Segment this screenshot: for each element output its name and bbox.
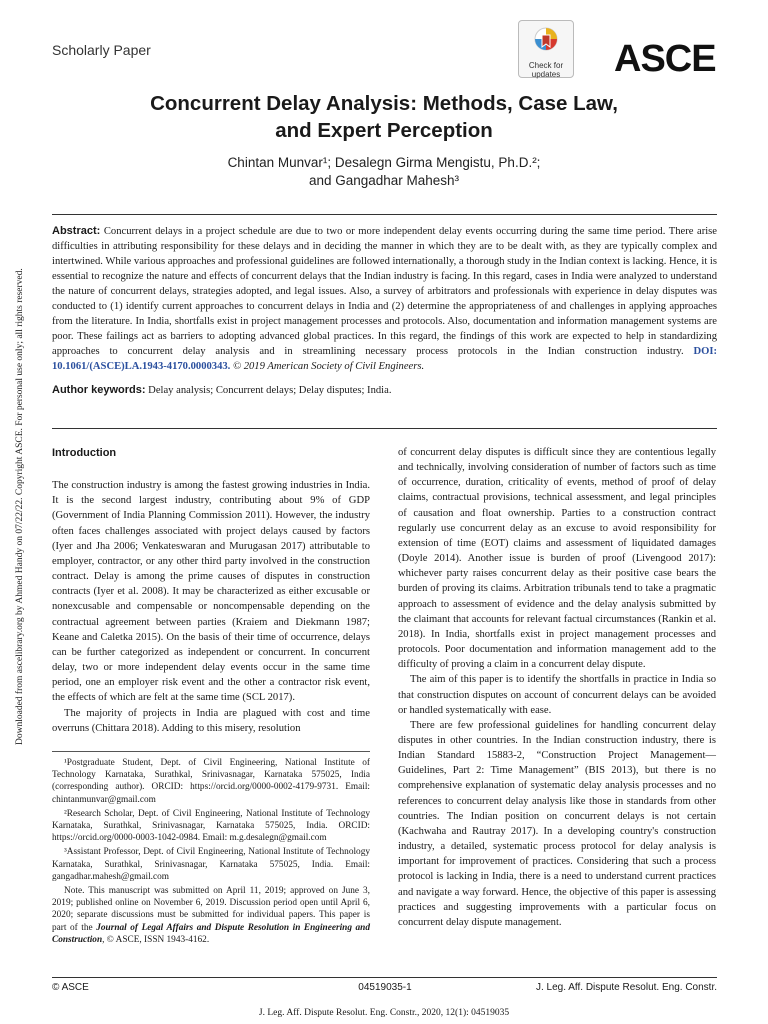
footnote-2: ²Research Scholar, Dept. of Civil Engineering, National Institute of Technology Karnataka, Surathkal, Srinivasnagar, Karnataka 575025, India. ORCID: https://orcid.org/0000-0003-1042-0984. Email: m.g.desalegn@gmail.com <box>52 808 370 844</box>
journal-name: Journal of Legal Affairs and Dispute Resolution in Engineering and Construction <box>52 922 370 945</box>
footer-journal: J. Leg. Aff. Dispute Resolut. Eng. Constr. <box>535 982 717 993</box>
download-notice <box>10 250 25 750</box>
footer-citation: J. Leg. Aff. Dispute Resolut. Eng. Constr., 2020, 12(1): 04519035 <box>258 1008 510 1018</box>
left-column <box>52 446 370 736</box>
manuscript-note-text: Note. This manuscript was submitted on April 11, 2019; approved on June 3, 2019; published online on November 6, 2019. Discussion period open until April 6, 2020; separate discussions must be submitted for individual papers. This paper is part of the <box>52 886 370 933</box>
manuscript-note <box>52 885 370 946</box>
right-column <box>398 445 716 930</box>
check-for-updates-badge[interactable] <box>518 20 574 78</box>
intro-paragraph-5: There are few professional guidelines for handling concurrent delay disputes in other countries. In the Indian construction industry, there is Indian Standard 15883-2, “Construction Project Management—Guidelines, Part 2: Time Management” (BIS 2013), but there is no comprehensive explanation of systematic delay analysis processes and no references to concurrent delay analysis like those in standards from other countries. The Indian position on concurrent delays is not certain (Kachwaha and Rautray 2017). In a developing country's construction industry, a detailed, systematic process protocol for delay analysis is important for improvement of practices. Considering that such a process protocol is lacking in India, there is a need to understand current practices and navigate a way forward. Hence, the objective of this paper is assessing practices and suggesting improvements with a particular focus on concurrent delay dispute management. <box>398 719 716 928</box>
download-notice-text: Downloaded from ascelibrary.org by Ahmed Handy on 07/22/22. Copyright ASCE. For personal use only; all rights reserved. <box>15 268 25 745</box>
author-footnotes <box>52 751 370 948</box>
doi-label: DOI: <box>693 346 717 357</box>
footnote-3: ³Assistant Professor, Dept. of Civil Engineering, National Institute of Technology Karnataka, Surathkal, Srinivasnagar, Karnataka 575025, India. Email: gangadhar.mahesh@gmail.com <box>52 847 370 882</box>
intro-paragraph-2: The majority of projects in India are plagued with cost and time overruns (Chittara 2018). Adding to this misery, resolution <box>52 707 370 734</box>
footer-divider <box>52 977 717 978</box>
badge-label-line2: updates <box>531 70 561 79</box>
keywords-text: Delay analysis; Concurrent delays; Delay disputes; India. <box>148 385 392 396</box>
paper-title <box>60 90 708 144</box>
badge-label-line1: Check for <box>528 61 564 70</box>
introduction-heading: Introduction <box>52 447 117 459</box>
doi-link[interactable]: 10.1061/(ASCE)LA.1943-4170.0000343. <box>52 361 231 372</box>
manuscript-note-end: , © ASCE, ISSN 1943-4162. <box>102 934 210 945</box>
title-line-1: Concurrent Delay Analysis: Methods, Case Law, <box>150 92 618 115</box>
abstract-label: Abstract: <box>52 225 101 237</box>
paper-type-label: Scholarly Paper <box>52 42 151 58</box>
authors-line-2: and Gangadhar Mahesh³ <box>308 173 460 188</box>
abstract-paragraph <box>52 224 717 374</box>
authors-line-1: Chintan Munvar¹; Desalegn Girma Mengistu, Ph.D.²; <box>227 155 541 170</box>
author-list <box>60 154 708 190</box>
abstract-text: Concurrent delays in a project schedule are due to two or more independent delay events occurring during the same time period. There arise difficulties in attributing responsibility for these delays and in deciding the manner in which they are to be dealt with, as they are typically complex and intertwined. While various approaches and professional guidelines are followed internationally, a thorough study in the Indian context is lacking. Hence, it is essential to recognize the nature and effects of concurrent delays that the Indian industry is facing. In this regard, cases in India were analyzed to understand the nature of concurrent delays, strategies adopted, and legal issues. Also, a survey of arbitrators and professionals with experience in delay disputes was conducted to (1) identify current approaches to concurrent delays in India and (2) determine the appropriateness of and challenges in applying approaches from the literature. In India, shortfalls exist in project management processes and protocols. Also, documentation and information management systems are poor. These failings act as barriers to adopting advanced global practices. In this regard, the findings of this work are expected to help in standardizing approaches to concurrent delay analysis and in streamlining necessary process protocols in the Indian construction industry. <box>52 226 717 357</box>
keywords-label: Author keywords: <box>52 384 146 396</box>
footnote-1: ¹Postgraduate Student, Dept. of Civil Engineering, National Institute of Technology Karnataka, Surathkal, Srinivasnagar, Karnataka 575025, India (corresponding author). ORCID: https://orcid.org/0000-0002-4179-9731. Email: chintanmunvar@gmail.com <box>52 758 370 805</box>
intro-paragraph-4: The aim of this paper is to identify the shortfalls in practice in India so that construction disputes on account of concurrent delays can be avoided or handled systematically with ease. <box>398 674 716 716</box>
keywords-line <box>52 384 717 396</box>
check-updates-icon <box>533 26 559 56</box>
intro-paragraph-3: of concurrent delay disputes is difficult since they are contentious legally and technically, involving consideration of number of factors such as time of occurrence, duration, criticality of events, method of proof of delay claims, contractual provisions, technical assessment, and legal principles of causation and float ownership. Parties to a construction contract regularly use concurrent delay as an excuse to avoid responsibility for extension of time (EOT) claims and assessment of liquidated damages (Doyle 2014). Another issue is burden of proof (Livengood 2017): whichever party raises concurrent delay as their positive case bears the burden of proving its claims. Arbitration tribunals tend to take a pragmatic approach to assessment of evidence and the delay analysis submitted by the claimant that accounts for relevant factual circumstances (Rankin et al. 2018). In India, shortfalls exist in project management processes and protocols. Poor documentation and information management add to the difficulty of proving a claim in a concurrent delay dispute. <box>398 447 716 671</box>
footer-page-id: 04519035-1 <box>358 982 412 993</box>
abstract-copyright: © 2019 American Society of Civil Engineers. <box>233 361 425 372</box>
intro-paragraph-1: The construction industry is among the fastest growing industries in India. It is the second largest industry, contributing about 9% of GDP (Government of India Planning Commission 2011). However, the industry often faces challenges associated with project delays caused by factors (Iyer and Jha 2006; Venkateswaran and Murugasan 2017) attributable to employer, contractor, or any other third party involved in the construction contract. Delay is among the prime causes of disputes in construction contracts (Iyer et al. 2008). It may be characterized as either excusable or nonexcusable and compensable or noncompensable depending on the contractual agreement between parties (Kraiem and Diekmann 1987; Keane and Caletka 2015). On the basis of their time of occurrence, delays can be further categorized as independent or concurrent. In concurrent delay, two or more independent delay events occur in the same time period, one an employer risk event and the other a contractor risk event, the effects of which are felt at the same time (SCL 2017). <box>52 480 370 704</box>
abstract-divider <box>52 428 717 429</box>
footer-copyright: © ASCE <box>52 982 89 993</box>
asce-logo: ASCE <box>614 38 716 80</box>
abstract-section <box>52 214 717 396</box>
title-line-2: and Expert Perception <box>275 119 493 142</box>
